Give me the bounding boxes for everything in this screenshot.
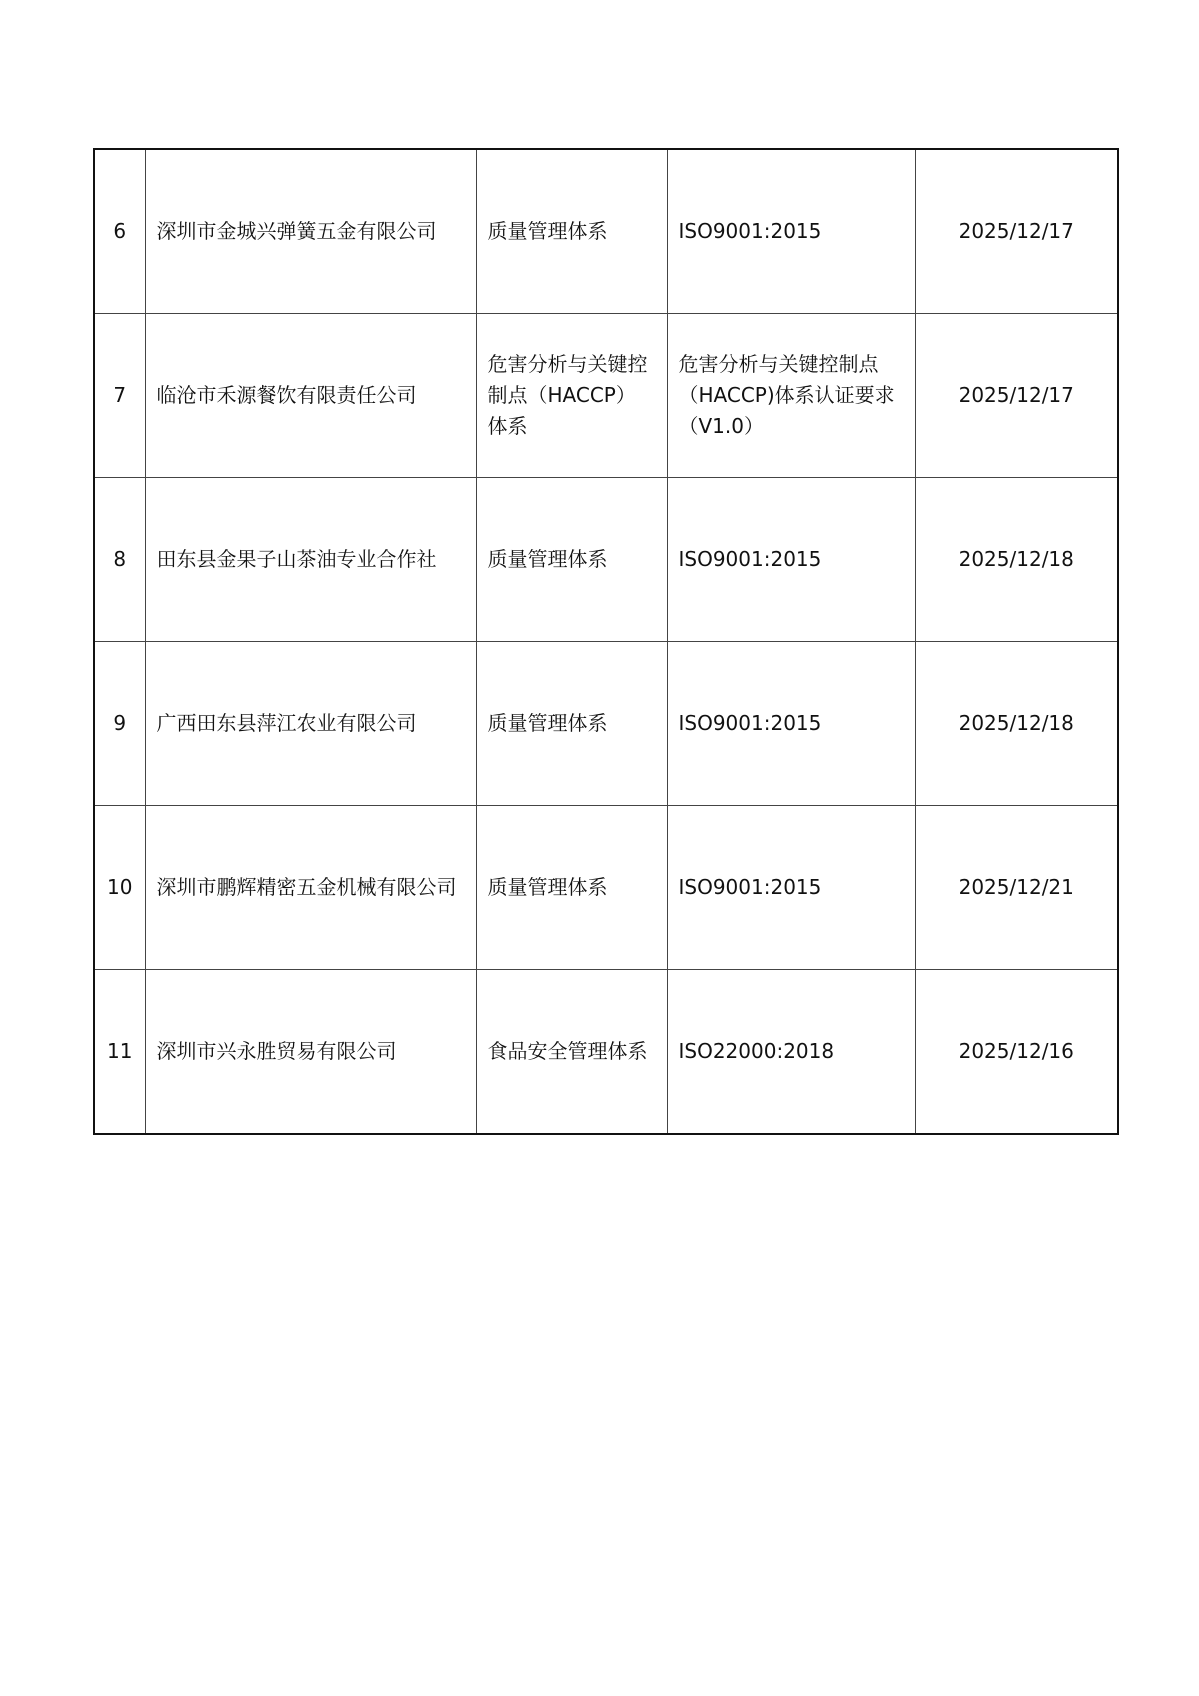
certification-date: 2025/12/21 <box>915 806 1118 970</box>
company-name: 深圳市兴永胜贸易有限公司 <box>145 970 476 1135</box>
table-row <box>94 642 1118 806</box>
row-number: 8 <box>94 478 145 642</box>
table-row <box>94 314 1118 478</box>
certification-standard: ISO22000:2018 <box>667 970 915 1135</box>
certification-standard: 危害分析与关键控制点（HACCP)体系认证要求（V1.0） <box>667 314 915 478</box>
company-name: 广西田东县萍江农业有限公司 <box>145 642 476 806</box>
certification-date: 2025/12/18 <box>915 642 1118 806</box>
certification-standard: ISO9001:2015 <box>667 642 915 806</box>
certification-standard: ISO9001:2015 <box>667 806 915 970</box>
certification-system: 危害分析与关键控制点（HACCP）体系 <box>476 314 667 478</box>
table-row <box>94 478 1118 642</box>
certification-table <box>93 148 1119 1135</box>
table-row <box>94 806 1118 970</box>
row-number: 6 <box>94 149 145 314</box>
certification-system: 食品安全管理体系 <box>476 970 667 1135</box>
row-number: 9 <box>94 642 145 806</box>
company-name: 田东县金果子山茶油专业合作社 <box>145 478 476 642</box>
company-name: 临沧市禾源餐饮有限责任公司 <box>145 314 476 478</box>
certification-system: 质量管理体系 <box>476 806 667 970</box>
company-name: 深圳市鹏辉精密五金机械有限公司 <box>145 806 476 970</box>
certification-date: 2025/12/16 <box>915 970 1118 1135</box>
company-name: 深圳市金城兴弹簧五金有限公司 <box>145 149 476 314</box>
table-row <box>94 149 1118 314</box>
certification-standard: ISO9001:2015 <box>667 478 915 642</box>
certification-date: 2025/12/17 <box>915 314 1118 478</box>
certification-system: 质量管理体系 <box>476 149 667 314</box>
certification-system: 质量管理体系 <box>476 642 667 806</box>
certification-date: 2025/12/17 <box>915 149 1118 314</box>
certification-standard: ISO9001:2015 <box>667 149 915 314</box>
row-number: 7 <box>94 314 145 478</box>
row-number: 10 <box>94 806 145 970</box>
certification-date: 2025/12/18 <box>915 478 1118 642</box>
row-number: 11 <box>94 970 145 1135</box>
table-row <box>94 970 1118 1135</box>
certification-system: 质量管理体系 <box>476 478 667 642</box>
